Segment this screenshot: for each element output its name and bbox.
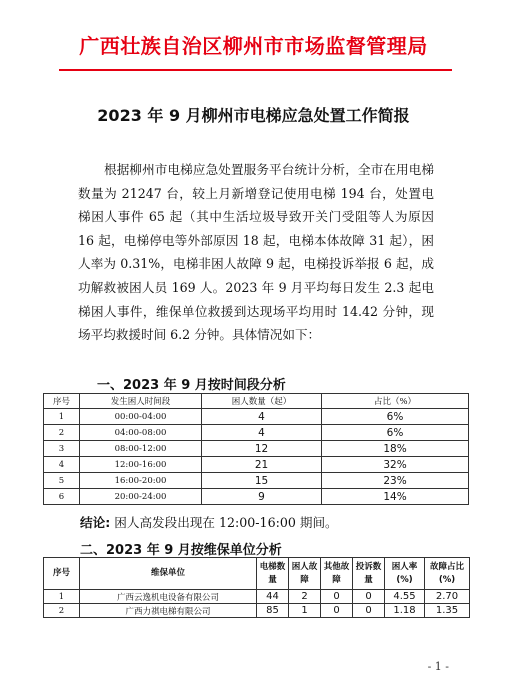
body-paragraph: 根据柳州市电梯应急处置服务平台统计分析，全市在用电梯数量为 21247 台，较上月新增登记使用电梯 194 台，处置电梯困人事件 65 起（其中生活垃圾导致开关门受阻等人为原因 16 起，电梯停电等外部原因 18 起，电梯本体故障 31 起），困人率为 0.31%，电梯非困人故障 9 起，电梯投诉举报 6 起，成功解救被困人员 169 人。2023 年 9 月平均每日发生 2.3 起电梯困人事件，维保单位救援到达现场平均用时 14.42 分钟，现场平均救援时间 6.2 分钟。具体情况如下： [78,162,434,343]
conclusion [80,512,338,531]
cell-period: 20:00-24:00 [80,489,202,505]
cell-complaints: 0 [353,604,385,618]
cell-elevators: 85 [257,604,289,618]
maintenance-unit-table [43,557,470,618]
table-row [44,441,469,457]
cell-trapped: 1 [289,604,321,618]
time-period-table [43,393,469,505]
table-row [44,604,470,618]
cell-trap-rate: 1.18 [385,604,425,618]
cell-fault-share: 1.35 [425,604,470,618]
cell-period: 00:00-04:00 [80,409,202,425]
cell-index: 5 [44,473,80,489]
cell-index: 2 [44,604,80,618]
conclusion-label: 结论: [80,515,111,530]
cell-count: 21 [202,457,322,473]
column-header: 序号 [44,558,80,590]
org-header-title: 广西壮族自治区柳州市市场监督管理局 [79,34,428,58]
table-row [44,457,469,473]
column-header: 困人数量（起） [202,394,322,409]
cell-share: 14% [322,489,469,505]
cell-share: 6% [322,409,469,425]
cell-share: 32% [322,457,469,473]
red-divider [59,69,452,71]
conclusion-text: 困人高发段出现在 12:00-16:00 期间。 [114,515,338,530]
page-number: - 1 - [427,660,449,673]
column-header: 发生困人时间段 [80,394,202,409]
cell-count: 15 [202,473,322,489]
cell-trap-rate: 4.55 [385,590,425,604]
table-header-row [44,558,470,590]
table-row [44,489,469,505]
column-header: 困人故障 [289,558,321,590]
cell-unit: 广西力祺电梯有限公司 [80,604,257,618]
cell-count: 4 [202,425,322,441]
column-header: 故障占比(%) [425,558,470,590]
cell-index: 3 [44,441,80,457]
cell-index: 1 [44,590,80,604]
column-header: 电梯数量 [257,558,289,590]
cell-elevators: 44 [257,590,289,604]
column-header: 困人率(%) [385,558,425,590]
cell-period: 04:00-08:00 [80,425,202,441]
cell-other: 0 [321,604,353,618]
cell-complaints: 0 [353,590,385,604]
column-header: 维保单位 [80,558,257,590]
section-heading-time: 一、2023 年 9 月按时间段分析 [97,378,286,393]
table-header-row [44,394,469,409]
column-header: 投诉数量 [353,558,385,590]
cell-period: 16:00-20:00 [80,473,202,489]
column-header: 其他故障 [321,558,353,590]
column-header: 占比（%） [322,394,469,409]
document-title: 2023 年 9 月柳州市电梯应急处置工作简报 [97,106,410,125]
table-row [44,473,469,489]
cell-index: 4 [44,457,80,473]
cell-share: 23% [322,473,469,489]
cell-index: 2 [44,425,80,441]
cell-index: 1 [44,409,80,425]
cell-index: 6 [44,489,80,505]
cell-period: 12:00-16:00 [80,457,202,473]
cell-unit: 广西云逸机电设备有限公司 [80,590,257,604]
cell-share: 18% [322,441,469,457]
cell-count: 12 [202,441,322,457]
cell-count: 4 [202,409,322,425]
section-heading-maintenance: 二、2023 年 9 月按维保单位分析 [80,543,282,558]
column-header: 序号 [44,394,80,409]
cell-share: 6% [322,425,469,441]
table-row [44,590,470,604]
cell-trapped: 2 [289,590,321,604]
cell-fault-share: 2.70 [425,590,470,604]
cell-count: 9 [202,489,322,505]
cell-other: 0 [321,590,353,604]
table-row [44,409,469,425]
table-row [44,425,469,441]
cell-period: 08:00-12:00 [80,441,202,457]
